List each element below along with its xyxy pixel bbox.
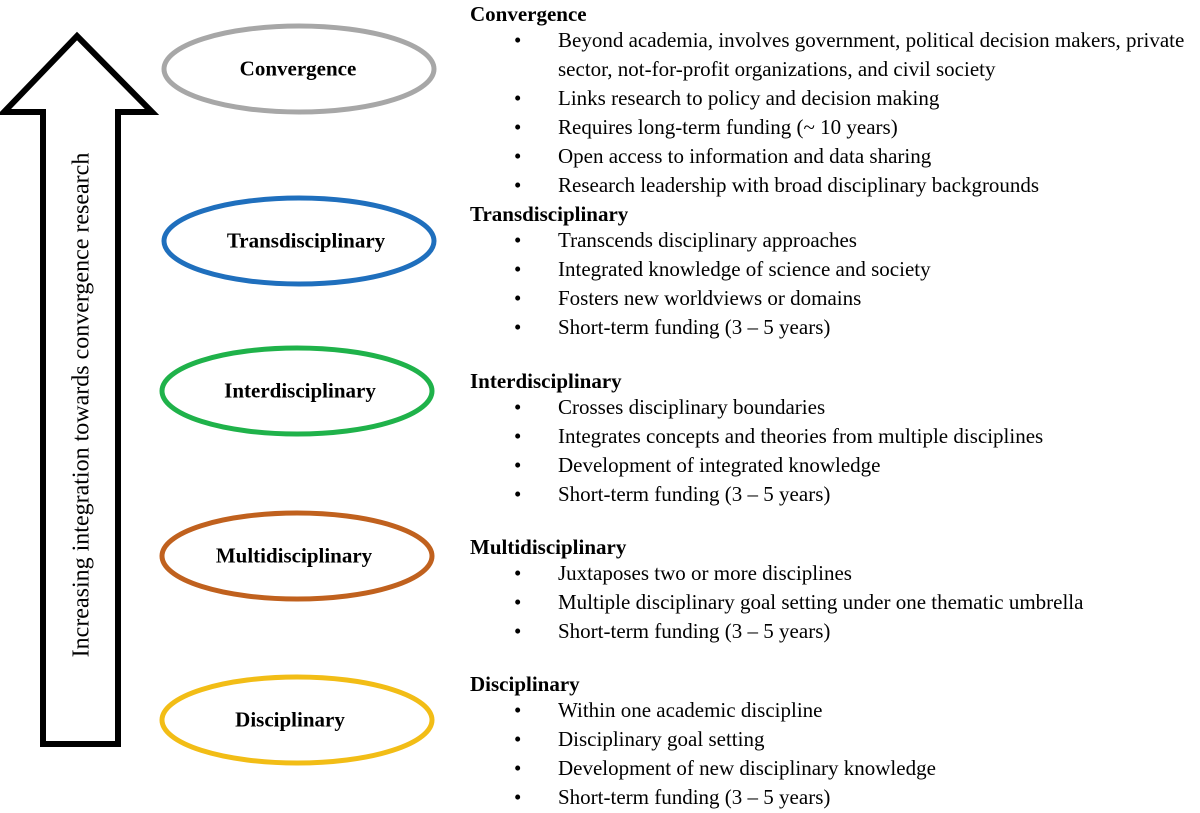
ellipse-label-disciplinary: Disciplinary	[235, 707, 345, 732]
bullet-item: • Beyond academia, involves government, political decision makers, private sector, not-for-profit organizations, and civil society	[470, 26, 1200, 84]
section-title: Disciplinary	[470, 672, 580, 696]
section-title: Interdisciplinary	[470, 369, 622, 393]
bullet-list	[470, 559, 1083, 646]
section-transdisciplinary	[470, 202, 931, 342]
section-title: Multidisciplinary	[470, 535, 627, 559]
ellipse-label-transdisciplinary: Transdisciplinary	[226, 228, 386, 253]
bullet-item: • Links research to policy and decision making	[470, 84, 1200, 113]
section-title: Convergence	[470, 2, 587, 26]
bullet-item: • Development of integrated knowledge	[470, 451, 1043, 480]
bullet-item: • Multiple disciplinary goal setting under one thematic umbrella	[470, 588, 1083, 617]
bullet-list	[470, 26, 1200, 200]
section-disciplinary	[470, 672, 936, 812]
bullet-item: • Requires long-term funding (~ 10 years)	[470, 113, 1200, 142]
bullet-list	[470, 393, 1043, 509]
ellipse-label-convergence: Convergence	[239, 56, 357, 81]
bullet-item: • Research leadership with broad disciplinary backgrounds	[470, 171, 1200, 200]
ellipse-label-multidisciplinary: Multidisciplinary	[215, 543, 373, 568]
section-interdisciplinary	[470, 369, 1043, 509]
bullet-list	[470, 226, 931, 342]
section-title: Transdisciplinary	[470, 202, 629, 226]
bullet-item: • Juxtaposes two or more disciplines	[470, 559, 1083, 588]
bullet-item: • Development of new disciplinary knowledge	[470, 754, 936, 783]
bullet-item: • Transcends disciplinary approaches	[470, 226, 931, 255]
bullet-item: • Disciplinary goal setting	[470, 725, 936, 754]
bullet-item: • Fosters new worldviews or domains	[470, 284, 931, 313]
bullet-item: • Crosses disciplinary boundaries	[470, 393, 1043, 422]
bullet-item: • Short-term funding (3 – 5 years)	[470, 313, 931, 342]
section-multidisciplinary	[470, 535, 1083, 646]
bullet-item: • Integrates concepts and theories from multiple disciplines	[470, 422, 1043, 451]
bullet-item: • Short-term funding (3 – 5 years)	[470, 617, 1083, 646]
section-convergence	[470, 2, 1200, 200]
bullet-item: • Open access to information and data sharing	[470, 142, 1200, 171]
ellipse-label-interdisciplinary: Interdisciplinary	[224, 378, 376, 403]
arrow-label: Increasing integration towards convergence research	[68, 152, 95, 658]
bullet-item: • Within one academic discipline	[470, 696, 936, 725]
bullet-item: • Integrated knowledge of science and society	[470, 255, 931, 284]
bullet-item: • Short-term funding (3 – 5 years)	[470, 783, 936, 812]
bullet-list	[470, 696, 936, 812]
bullet-item: • Short-term funding (3 – 5 years)	[470, 480, 1043, 509]
